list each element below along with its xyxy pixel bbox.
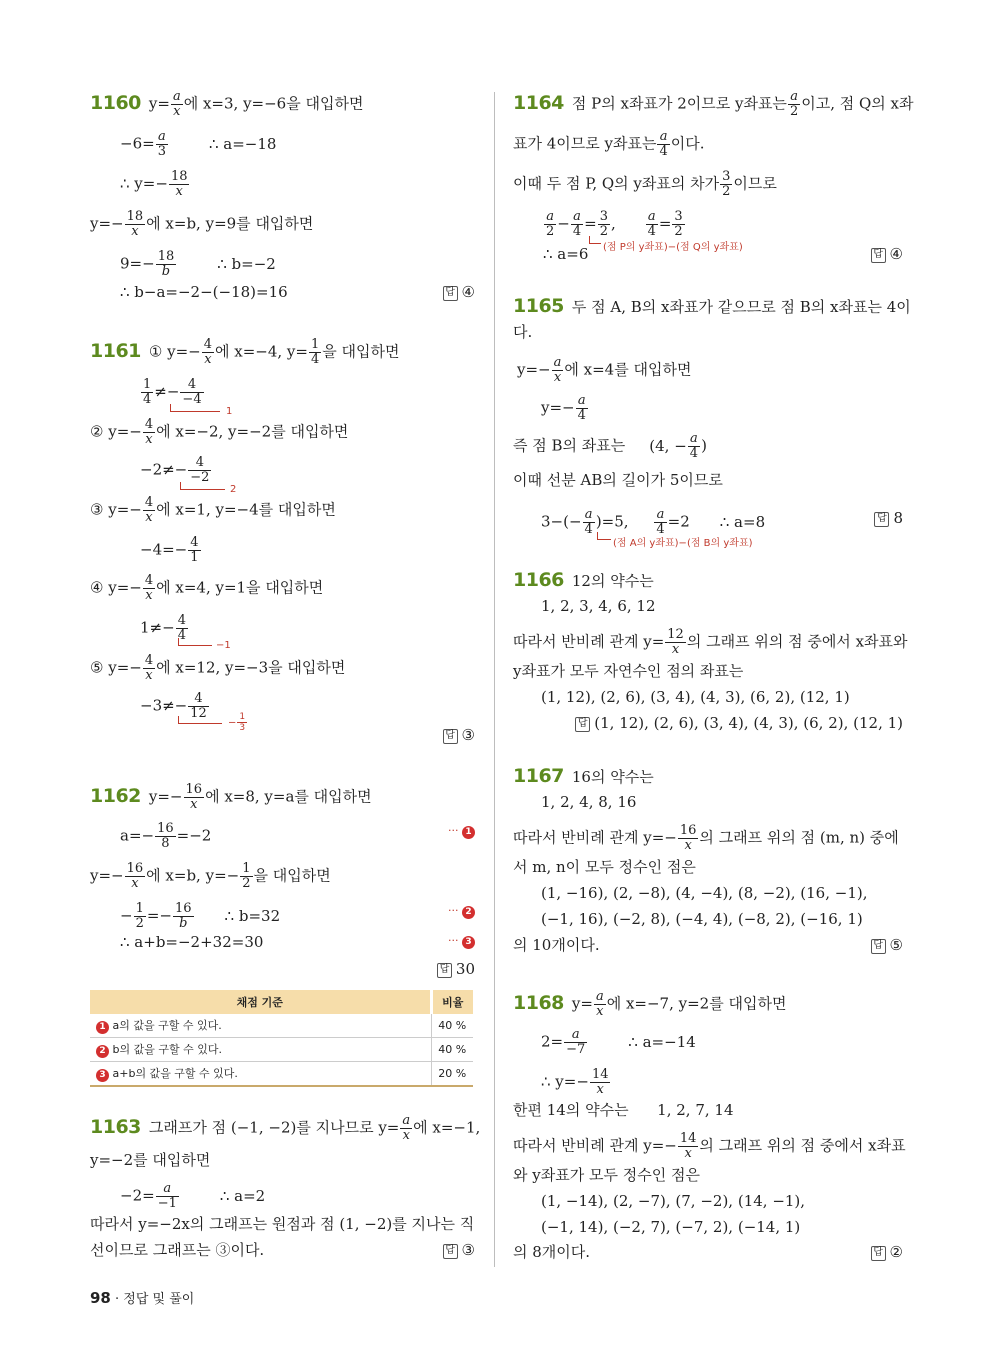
frac-num: 16 (175, 901, 192, 916)
answer-1160 (443, 282, 475, 302)
text: 에 x=−2, y=−2를 대입하면 (156, 422, 349, 441)
note-bracket (178, 638, 212, 646)
frac-num: 18 (126, 209, 144, 224)
scoring-header (90, 990, 473, 1014)
problem-1168-line-8: (−1, 14), (−2, 7), (−7, 2), (−14, 1) (541, 1218, 801, 1236)
text: )=5, (595, 512, 629, 531)
text: y=− (541, 398, 575, 417)
frac-num: 4 (180, 378, 203, 393)
frac-den: 4 (659, 144, 668, 159)
answer-icon: 답 (871, 248, 886, 263)
text: 두 점 A, B의 x좌표가 같으므로 점 B의 x좌표는 4이 (571, 298, 911, 316)
note-bracket (178, 716, 222, 724)
text: − (557, 214, 570, 233)
frac-num: 16 (185, 782, 203, 797)
frac-num: 3 (599, 209, 608, 224)
frac-num: 16 (679, 823, 697, 838)
frac-num: 12 (667, 627, 684, 642)
text: 에 x=1, y=−4를 대입하면 (156, 500, 336, 519)
frac-num: 4 (188, 456, 211, 471)
text: −6= (120, 134, 155, 153)
frac-num: 14 (679, 1131, 697, 1146)
note-value (228, 712, 248, 733)
frac-den: 4 (143, 392, 152, 407)
problem-1165-line-2: 다. (513, 323, 533, 341)
text: ⑤ y=− (90, 658, 142, 677)
scoring-table (90, 990, 473, 1087)
note-text: (점 P의 y좌표)−(점 Q의 y좌표) (603, 242, 743, 253)
table-row (90, 1014, 473, 1038)
frac-num: 1 (135, 901, 144, 916)
frac-den: x (145, 432, 153, 447)
table-row (90, 1062, 473, 1087)
frac-den: 12 (190, 706, 207, 721)
frac-num: a (553, 355, 562, 370)
problem-1165-line-5 (513, 432, 707, 461)
frac-den: −7 (566, 1042, 586, 1057)
frac-den: 2 (242, 876, 251, 891)
frac-num: 4 (144, 573, 154, 588)
frac-den: 3 (157, 144, 166, 159)
frac-den: 1 (190, 550, 199, 565)
frac-den: −1 (157, 1196, 177, 1211)
text: 이때 두 점 P, Q의 y좌표의 차가 (513, 174, 720, 193)
text: 따라서 반비례 관계 y=− (513, 828, 677, 847)
text: −3≠− (140, 696, 188, 715)
frac-den: 2 (674, 224, 683, 239)
answer-1163 (443, 1240, 475, 1260)
problem-1168-line-7: (1, −14), (2, −7), (7, −2), (14, −1), (541, 1192, 806, 1210)
frac-num: 4 (188, 692, 209, 707)
problem-number: 1162 (90, 784, 141, 807)
table-row (90, 1038, 473, 1062)
problem-1165-line-6: 이때 선분 AB의 길이가 5이므로 (513, 471, 723, 489)
problem-1164-line-5: ∴ a=6 (543, 245, 589, 263)
text: 의 그래프 위의 점 (m, n) 중에 (699, 828, 899, 847)
frac-den: x (173, 104, 181, 119)
frac-num: 4 (203, 337, 212, 352)
frac-num: a (688, 432, 700, 447)
problem-1166-line-4: y좌표가 모두 자연수인 점의 좌표는 (513, 662, 744, 680)
answer-icon: 답 (437, 963, 452, 978)
answer-1162 (437, 959, 475, 979)
criteria-text: b의 값을 구할 수 있다. (112, 1043, 222, 1056)
frac-den: 4 (177, 628, 186, 643)
problem-1168-line-1 (513, 990, 786, 1019)
text: 에 x=8, y=a를 대입하면 (205, 787, 372, 806)
frac-den: 4 (577, 408, 586, 423)
text: 을 대입하면 (322, 342, 400, 361)
frac-num: 18 (157, 249, 175, 264)
frac-num: 4 (144, 495, 154, 510)
mark-badge: 1 (462, 826, 475, 839)
problem-1160-line-6: ∴ b−a=−2−(−18)=16 (120, 283, 288, 301)
text: 2= (541, 1032, 564, 1051)
frac-num: 1 (242, 861, 251, 876)
problem-1161-line-1 (90, 338, 399, 367)
criteria-cell (90, 1062, 431, 1087)
problem-1161-line-2 (90, 418, 348, 447)
text: ≠− (154, 382, 180, 401)
text: −4=− (140, 540, 188, 559)
text: 12의 약수는 (571, 572, 654, 590)
problem-1162-line-1 (90, 783, 372, 812)
note-value: −1 (216, 640, 231, 651)
text: 을 대입하면 (253, 866, 331, 885)
header-criteria: 채점 기준 (90, 990, 431, 1014)
text: 따라서 반비례 관계 y=− (513, 1136, 677, 1155)
problem-1163-line-4: 따라서 y=−2x의 그래프는 원점과 점 (1, −2)를 지나는 직 (90, 1215, 475, 1233)
frac-den: 2 (546, 224, 555, 239)
problem-1163-line-1 (90, 1114, 480, 1143)
problem-1164-line-2 (513, 130, 705, 159)
answer-value: ④ (461, 283, 475, 301)
header-ratio: 비율 (431, 990, 473, 1014)
frac-num: a (564, 1028, 587, 1043)
frac-den: x (596, 1082, 604, 1097)
frac-num: a (657, 130, 669, 145)
frac-den: x (190, 797, 198, 812)
problem-1161-line-4 (90, 574, 323, 603)
problem-number: 1164 (513, 91, 564, 114)
problem-1160-line-4 (90, 210, 313, 239)
mark-badge: 2 (462, 906, 475, 919)
frac-den: 4 (584, 522, 593, 537)
problem-1168-line-5 (513, 1132, 906, 1161)
problem-1166-line-5: (1, 12), (2, 6), (3, 4), (4, 3), (6, 2), (12, 1) (541, 688, 850, 706)
answer-value: 30 (455, 960, 475, 978)
problem-1163-line-5: 선이므로 그래프는 ③이다. (90, 1241, 265, 1259)
problem-1160-line-1 (90, 90, 363, 119)
frac-num: a (583, 508, 595, 523)
problem-1164-line-3 (513, 170, 777, 199)
frac-num: a (571, 210, 583, 225)
frac-den: 4 (572, 224, 582, 239)
text: y= (571, 994, 593, 1013)
frac-den: x (684, 1146, 692, 1161)
text: ② y=− (90, 422, 142, 441)
text: − (228, 717, 237, 729)
problem-1167-line-6: (−1, 16), (−2, 8), (−4, 4), (−8, 2), (−16, 1) (541, 910, 863, 928)
frac-den: x (684, 838, 692, 853)
answer-value: ④ (889, 245, 903, 263)
note-value: 1 (226, 406, 233, 417)
problem-1167-line-3 (513, 824, 899, 853)
frac-den: 2 (135, 916, 144, 931)
frac-num: a (156, 130, 168, 145)
problem-1167-line-2: 1, 2, 4, 8, 16 (541, 793, 637, 811)
mark-badge: 3 (96, 1069, 109, 1082)
problem-1168-line-4: 한편 14의 약수는 1, 2, 7, 14 (513, 1101, 734, 1119)
problem-1168-line-3 (541, 1068, 611, 1097)
frac-den: 2 (599, 224, 608, 239)
text: ∴ b=32 (224, 906, 281, 925)
text: 에 x=−4, y= (215, 342, 308, 361)
note-bracket (597, 532, 611, 540)
frac-num: 3 (722, 169, 731, 184)
problem-number: 1168 (513, 991, 564, 1014)
problem-1163-line-2: y=−2를 대입하면 (90, 1151, 211, 1169)
text: 에 x=4, y=1을 대입하면 (156, 578, 324, 597)
answer-value: ⑤ (889, 936, 903, 954)
criteria-text: a+b의 값을 구할 수 있다. (112, 1067, 238, 1080)
frac-num: a (156, 1182, 179, 1197)
problem-1168-line-2 (541, 1028, 696, 1057)
frac-num: 18 (170, 169, 188, 184)
frac-num: 3 (674, 209, 683, 224)
frac-num: a (172, 89, 181, 104)
frac-num: 4 (190, 535, 199, 550)
problem-number: 1166 (513, 569, 564, 591)
text: ① y=− (148, 342, 201, 361)
text: 점 P의 x좌표가 2이므로 y좌표는 (571, 94, 787, 113)
answer-value: ③ (461, 726, 475, 744)
page-footer: 98 · 정답 및 풀이 (90, 1289, 195, 1307)
frac-den: 8 (161, 836, 170, 851)
text: ∴ y=− (120, 174, 168, 193)
answer-1166 (575, 713, 903, 733)
note-bracket (170, 404, 220, 412)
frac-den: x (553, 370, 562, 385)
frac-num: 1 (239, 712, 246, 722)
text: ∴ b=−2 (217, 254, 276, 273)
text: ∴ a=−14 (628, 1032, 696, 1051)
note-bracket (180, 482, 225, 490)
problem-number: 1160 (90, 91, 141, 114)
mark-2: ··· 2 (448, 904, 475, 919)
mark-badge: 3 (462, 936, 475, 949)
problem-1162-line-5: ∴ a+b=−2+32=30 (120, 933, 264, 951)
frac-den: 4 (310, 352, 320, 367)
text: 에 x=3, y=−6을 대입하면 (183, 94, 364, 113)
text: =− (146, 906, 172, 925)
text: − (120, 906, 133, 925)
text: ∴ a=8 (719, 512, 766, 531)
text: 16의 약수는 (571, 768, 654, 786)
note-bracket (589, 236, 601, 244)
problem-number: 1165 (513, 295, 564, 317)
text: 이다. (670, 134, 705, 153)
frac-num: 4 (144, 653, 154, 668)
ratio-cell: 40 % (431, 1014, 473, 1038)
answer-icon: 답 (871, 939, 886, 954)
text: =2 (667, 512, 690, 531)
answer-value: 8 (893, 509, 903, 527)
problem-number: 1161 (90, 339, 141, 362)
note-text: (점 A의 y좌표)−(점 B의 y좌표) (613, 538, 753, 549)
text: y=− (148, 787, 183, 806)
frac-den: x (671, 642, 680, 657)
problem-1167-line-7: 의 10개이다. (513, 936, 600, 954)
answer-icon: 답 (443, 286, 458, 301)
frac-den: b (179, 916, 188, 931)
text: 그래프가 점 (−1, −2)를 지나므로 y= (148, 1118, 400, 1137)
problem-1161-line-5 (90, 654, 345, 683)
page-number: 98 (90, 1289, 111, 1307)
problem-1165-line-3 (517, 356, 691, 385)
text: 에 x=−1, (413, 1118, 481, 1137)
problem-1165-line-7 (541, 508, 765, 537)
text: (4, − (649, 436, 687, 455)
answer-value: ③ (461, 1241, 475, 1259)
text: 에 x=b, y=− (146, 866, 240, 885)
problem-1167-line-4: 서 m, n이 모두 정수인 점은 (513, 858, 696, 876)
answer-icon: 답 (575, 717, 590, 732)
frac-num: a (654, 508, 666, 523)
text: 의 그래프 위의 점 중에서 x좌표와 (686, 632, 908, 651)
frac-num: a (788, 90, 800, 105)
problem-1161-eq-2 (140, 456, 212, 485)
ratio-cell: 20 % (431, 1062, 473, 1087)
frac-den: −2 (190, 470, 210, 485)
frac-den: 2 (722, 184, 731, 199)
problem-1162-line-4 (120, 902, 280, 931)
answer-value: (1, 12), (2, 6), (3, 4), (4, 3), (6, 2), (12, 1) (594, 714, 903, 732)
text: = (584, 214, 597, 233)
text: 1≠− (140, 618, 175, 637)
text: 표가 4이므로 y좌표는 (513, 134, 657, 153)
answer-1168 (871, 1242, 903, 1262)
frac-den: 4 (647, 224, 656, 239)
problem-1160-line-3 (120, 170, 190, 199)
problem-1166-line-1 (513, 570, 654, 591)
frac-num: 16 (126, 861, 144, 876)
frac-den: x (596, 1004, 604, 1019)
answer-1167 (871, 935, 903, 955)
frac-num: 1 (143, 377, 152, 392)
frac-den: x (145, 510, 153, 525)
answer-icon: 답 (443, 729, 458, 744)
frac-den: 3 (239, 723, 246, 733)
problem-1166-line-2: 1, 2, 3, 4, 6, 12 (541, 597, 656, 615)
text: 즉 점 B의 좌표는 (513, 436, 626, 455)
frac-den: x (145, 668, 153, 683)
problem-number: 1167 (513, 765, 564, 787)
text: 9=− (120, 254, 155, 273)
text: ∴ a=2 (219, 1186, 266, 1205)
frac-den: x (131, 224, 139, 239)
text: −2= (120, 1186, 155, 1205)
frac-den: 4 (689, 446, 699, 461)
problem-1163-line-3 (120, 1182, 265, 1211)
mark-3: ··· 3 (448, 934, 475, 949)
problem-1164-eq (543, 210, 686, 239)
text: y= (148, 94, 170, 113)
text: 3−(− (541, 512, 582, 531)
text: ③ y=− (90, 500, 142, 519)
problem-1168-line-6: 와 y좌표가 모두 정수인 점은 (513, 1166, 700, 1184)
text: 따라서 반비례 관계 y= (513, 632, 665, 651)
frac-den: −4 (182, 392, 202, 407)
problem-1165-line-4 (541, 394, 589, 423)
answer-icon: 답 (874, 512, 889, 527)
frac-den: x (204, 352, 212, 367)
problem-1165-line-1 (513, 296, 911, 317)
answer-value: ② (889, 1243, 903, 1261)
frac-num: a (595, 989, 604, 1004)
section-title: 정답 및 풀이 (123, 1292, 195, 1307)
frac-num: 14 (591, 1067, 609, 1082)
answer-1164 (871, 244, 903, 264)
ratio-cell: 40 % (431, 1038, 473, 1062)
problem-1162-line-2 (120, 822, 211, 851)
answer-icon: 답 (871, 1246, 886, 1261)
problem-1166-line-3 (513, 628, 908, 657)
problem-1162-line-3 (90, 862, 331, 891)
frac-den: x (402, 1128, 410, 1143)
text: , (611, 214, 616, 233)
text: ∴ y=− (541, 1072, 589, 1091)
text: y=− (90, 866, 124, 885)
frac-num: a (576, 394, 588, 409)
text: 에 x=−7, y=2를 대입하면 (606, 994, 787, 1013)
text: y=− (517, 360, 551, 379)
frac-num: a (402, 1113, 411, 1128)
problem-1161-eq-1 (140, 378, 205, 407)
text: 에 x=b, y=9를 대입하면 (146, 214, 314, 233)
answer-1161 (443, 725, 475, 745)
text: = (658, 214, 672, 233)
problem-1160-line-2 (120, 130, 276, 159)
frac-den: x (145, 588, 153, 603)
frac-num: 1 (310, 337, 320, 352)
text: 의 그래프 위의 점 중에서 x좌표 (699, 1136, 906, 1155)
problem-1164-line-1 (513, 90, 914, 119)
text: 이므로 (733, 174, 777, 193)
criteria-text: a의 값을 구할 수 있다. (112, 1019, 222, 1032)
problem-1161-eq-3 (140, 536, 202, 565)
frac-den: 2 (789, 104, 799, 119)
text: 에 x=12, y=−3을 대입하면 (156, 658, 346, 677)
frac-den: 4 (656, 522, 665, 537)
text: y=− (90, 214, 124, 233)
criteria-cell (90, 1014, 431, 1038)
text: −2≠− (140, 460, 188, 479)
frac-num: 4 (177, 613, 186, 628)
problem-1168-line-9: 의 8개이다. (513, 1243, 591, 1261)
text: =−2 (176, 826, 212, 845)
frac-den: x (131, 876, 139, 891)
frac-num: 4 (144, 417, 154, 432)
problem-1161-line-3 (90, 496, 336, 525)
frac-num: 16 (157, 821, 174, 836)
note-value: 2 (230, 484, 237, 495)
problem-number: 1163 (90, 1115, 141, 1138)
text: 이고, 점 Q의 x좌 (801, 94, 914, 113)
answer-1165 (874, 508, 903, 528)
frac-den: x (175, 184, 183, 199)
frac-num: a (646, 210, 658, 225)
answer-icon: 답 (443, 1244, 458, 1259)
text: ∴ a=−18 (208, 134, 277, 153)
mark-badge: 2 (96, 1045, 109, 1058)
text: a=− (120, 826, 155, 845)
frac-den: b (161, 264, 171, 279)
problem-1160-line-5 (120, 250, 276, 279)
column-divider (494, 92, 495, 1267)
problem-1167-line-1 (513, 766, 654, 787)
mark-badge: 1 (96, 1021, 109, 1034)
text: ④ y=− (90, 578, 142, 597)
text: ) (701, 436, 707, 455)
criteria-cell (90, 1038, 431, 1062)
text: 에 x=4를 대입하면 (564, 360, 692, 379)
frac-num: a (544, 210, 556, 225)
mark-1: ··· 1 (448, 824, 475, 839)
problem-1167-line-5: (1, −16), (2, −8), (4, −4), (8, −2), (16, −1), (541, 884, 868, 902)
